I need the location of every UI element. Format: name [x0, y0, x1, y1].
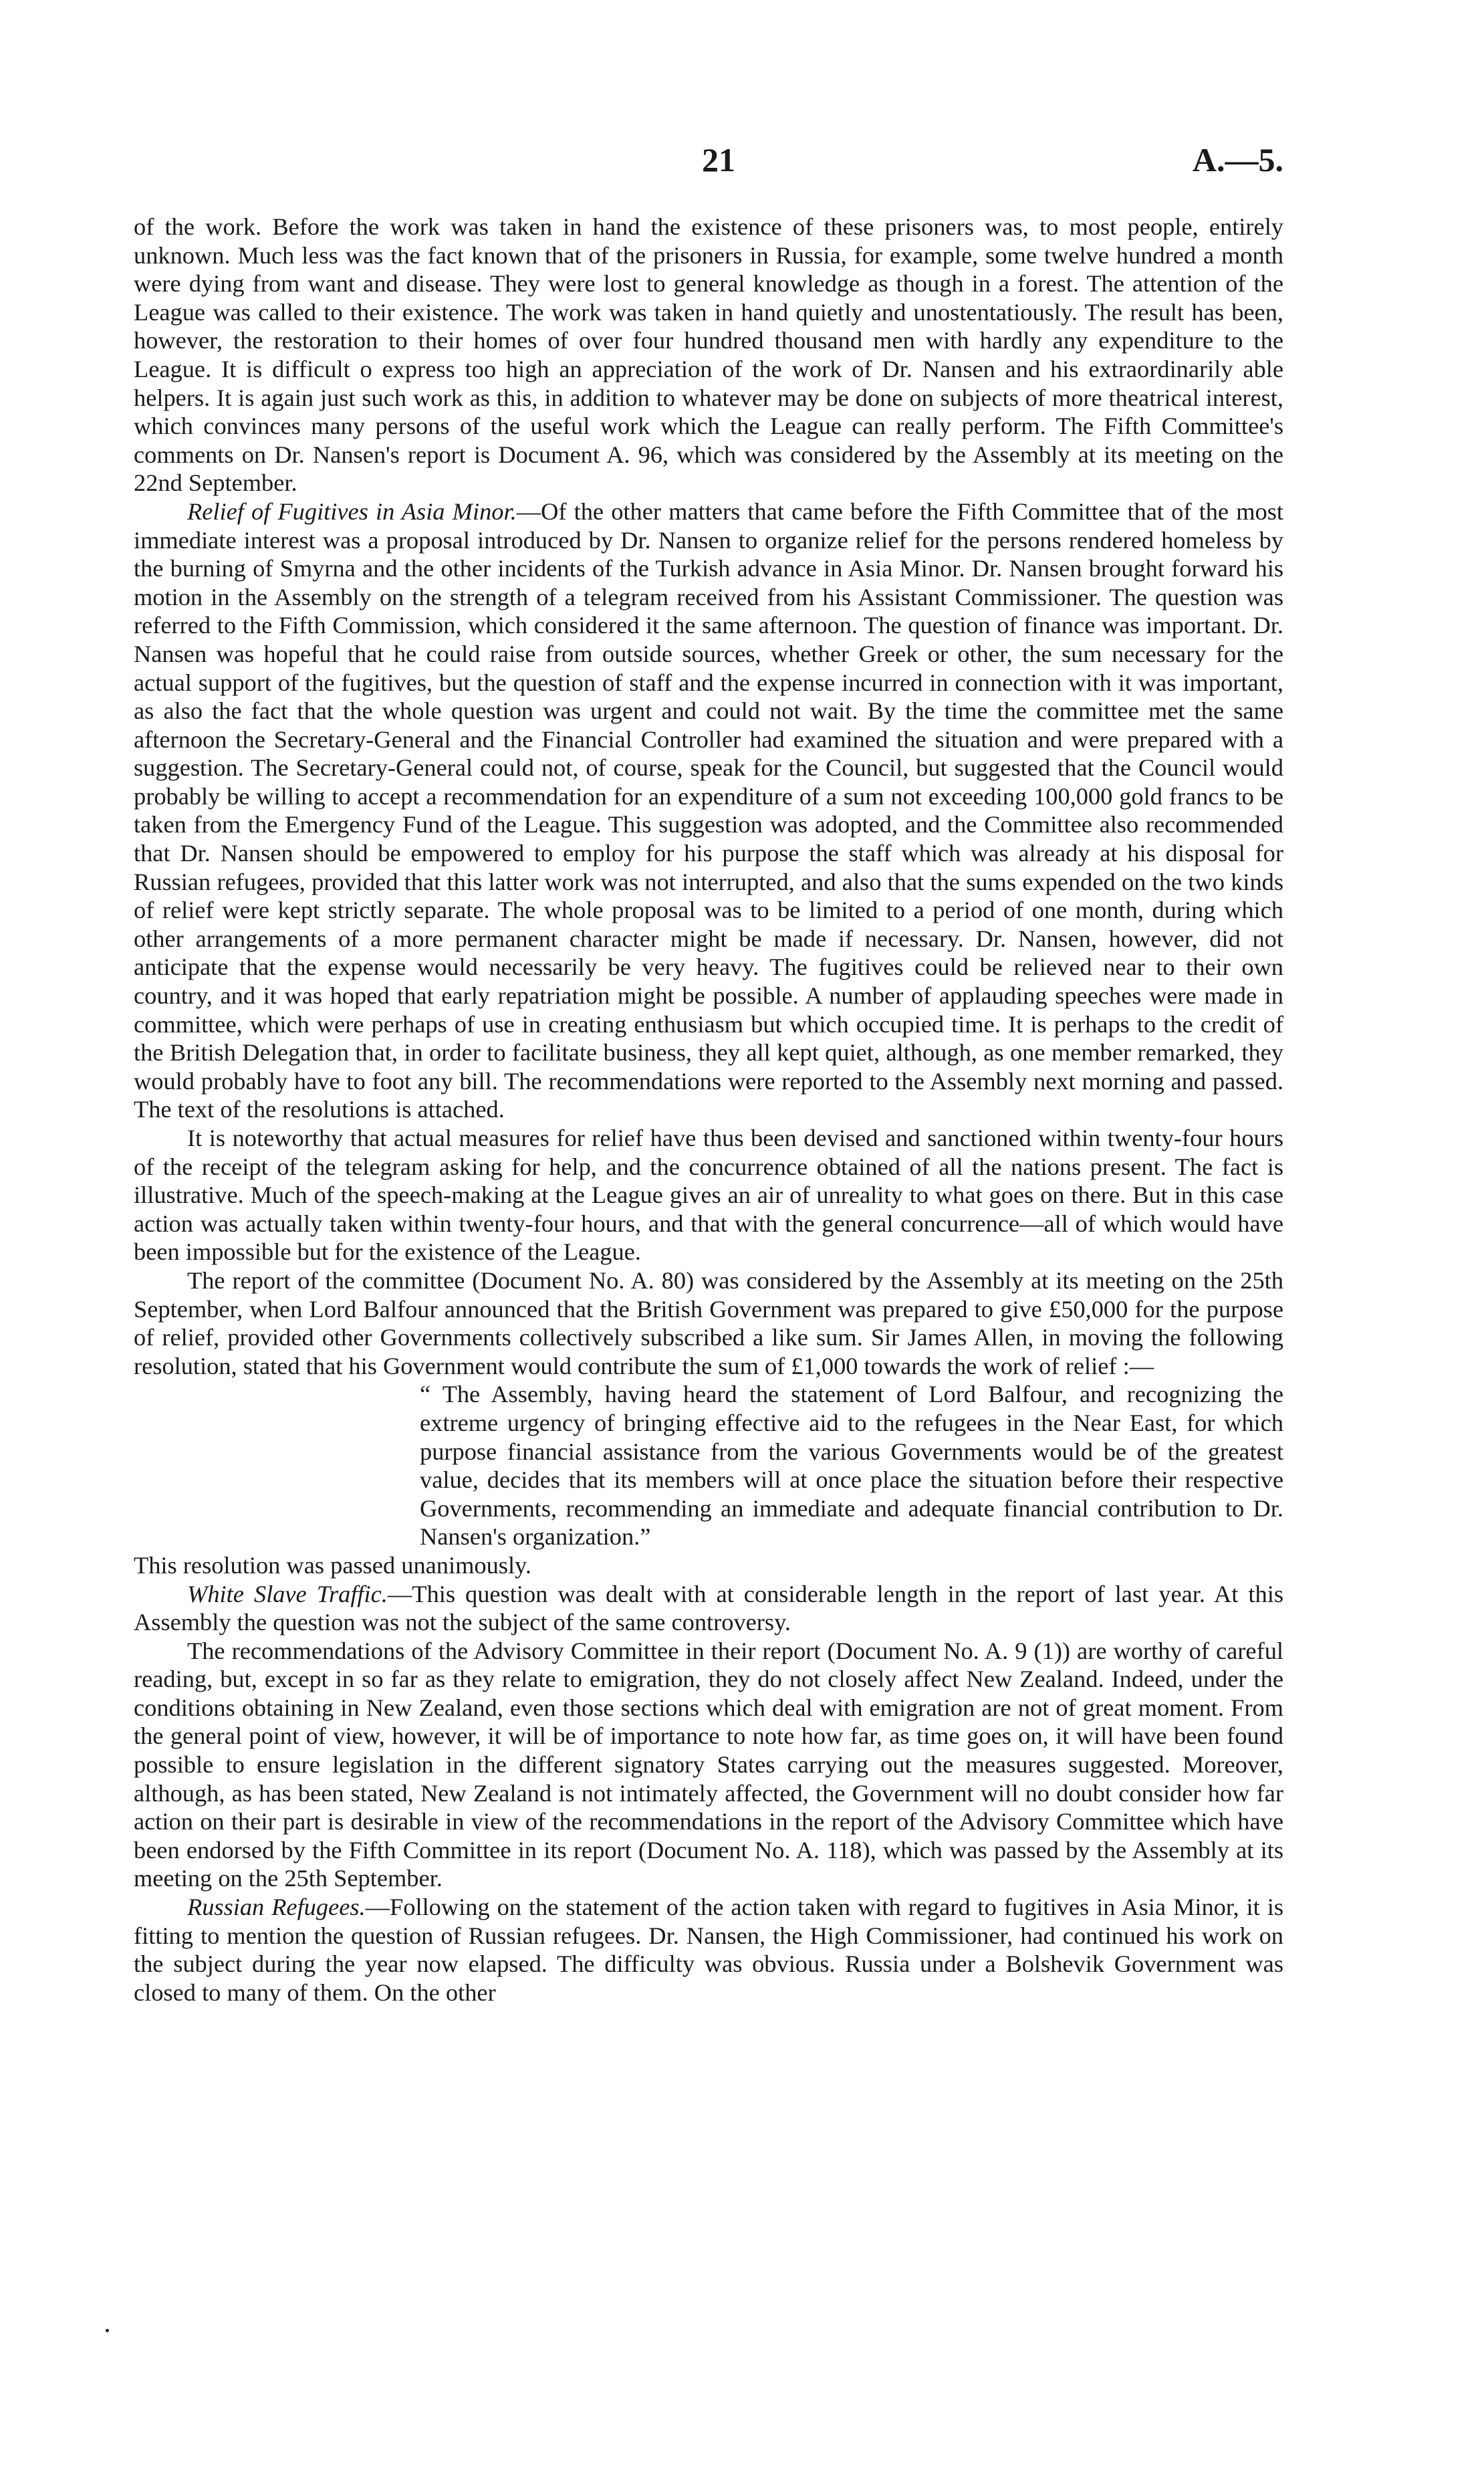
paragraph-russian-refugees-body: —Following on the statement of the action taken with regard to fugitives in Asia Minor, it is fitting to mention the question of Russian refugees. Dr. Nansen, the High Commissioner, had continued his work on the subject during the year now elapsed. The difficulty was obvious. Russia under a Bolshevik Government was closed to many of them. On the other: [134, 1894, 1283, 2006]
document-reference: A.—5.: [1192, 141, 1283, 179]
section-heading-russian-refugees: Russian Refugees.: [187, 1894, 366, 1921]
paragraph-prisoners-continued: of the work. Before the work was taken in hand the existence of these prisoners was, to most people, entirely unknown. Much less was the fact known that of the prisoners in Russia, for example, some twelve hundred a month were dying from want and disease. They were lost to general knowledge as though in a forest. The attention of the League was called to their existence. The work was taken in hand quietly and unostentatiously. The result has been, however, the restoration to their homes of over four hundred thousand men with hardly any expenditure to the League. It is difficult o express too high an appreciation of the work of Dr. Nansen and his extraordinarily able helpers. It is again just such work as this, in addition to whatever may be done on subjects of more theatrical interest, which convinces many persons of the useful work which the League can really perform. The Fifth Committee's comments on Dr. Nansen's report is Document A. 96, which was considered by the Assembly at its meeting on the 22nd September.: [134, 213, 1283, 497]
resolution-quote: [401, 1380, 1283, 1551]
resolution-quote-text: “ The Assembly, having heard the statement of Lord Balfour, and recognizing the extreme urgency of bringing effective aid to the refugees in the Near East, for which purpose financial assistance from the various Governments would be of the greatest value, decides that its members will at once place the situation before their respective Governments, recommending an immediate and adequate financial contribution to Dr. Nansen's organization.”: [420, 1381, 1283, 1551]
paragraph-relief-of-fugitives-body: —Of the other matters that came before the Fifth Committee that of the most immediate interest was a proposal introduced by Dr. Nansen to organize relief for the persons rendered homeless by the burning of Smyrna and the other incidents of the Turkish advance in Asia Minor. Dr. Nansen brought forward his motion in the Assembly on the strength of a telegram received from his Assistant Commissioner. The question was referred to the Fifth Commission, which considered it the same afternoon. The question of finance was important. Dr. Nansen was hopeful that he could raise from outside sources, whether Greek or other, the sum necessary for the actual support of the fugitives, but the question of staff and the expense incurred in connection with it was important, as also the fact that the whole question was urgent and could not wait. By the time the committee met the same afternoon the Secretary-General and the Financial Controller had examined the situation and were prepared with a suggestion. The Secretary-General could not, of course, speak for the Council, but suggested that the Council would probably be willing to accept a recommendation for an expenditure of a sum not exceeding 100,000 gold francs to be taken from the Emergency Fund of the League. This suggestion was adopted, and the Committee also recommended that Dr. Nansen should be empowered to employ for his purpose the staff which was already at his disposal for Russian refugees, provided that this latter work was not interrupted, and also that the sums expended on the two kinds of relief were kept strictly separate. The whole proposal was to be limited to a period of one month, during which other arrangements of a more permanent character might be made if necessary. Dr. Nansen, however, did not anticipate that the expense would necessarily be very heavy. The fugitives could be relieved near to their own country, and it was hoped that early repatriation might be possible. A number of applauding speeches were made in committee, which were perhaps of use in creating enthusiasm but which occupied time. It is perhaps to the credit of the British Delegation that, in order to facilitate business, they all kept quiet, although, as one member remarked, they would probably have to foot any bill. The recommendations were reported to the Assembly next morning and passed. The text of the resolutions is attached.: [134, 497, 1283, 1123]
margin-dot: [106, 2329, 109, 2332]
body-text: [134, 213, 1283, 2007]
paragraph-noteworthy: It is noteworthy that actual measures for relief have thus been devised and sanctioned within twenty-four hours of the receipt of the telegram asking for help, and the concurrence obtained of all the nations present. The fact is illustrative. Much of the speech-making at the League gives an air of unreality to what goes on there. But in this case action was actually taken within twenty-four hours, and that with the general concurrence—all of which would have been impossible but for the existence of the League.: [134, 1125, 1283, 1266]
page-header: [134, 140, 1283, 194]
page-number: 21: [702, 141, 735, 179]
paragraph-russian-refugees: [134, 1893, 1283, 2007]
section-heading-relief-of-fugitives: Relief of Fugitives in Asia Minor.: [187, 497, 517, 525]
paragraph-committee-report: The report of the committee (Document No. A. 80) was considered by the Assembly at its meeting on the 25th September, when Lord Balfour announced that the British Government was prepared to give £50,000 for the purpose of relief, provided other Governments collectively subscribed a like sum. Sir James Allen, in moving the following resolution, stated that his Government would contribute the sum of £1,000 towards the work of relief :—: [134, 1266, 1283, 1379]
paragraph-resolution-passed: This resolution was passed unanimously.: [134, 1551, 531, 1579]
paragraph-white-slave-traffic-body: —This question was dealt with at considerable length in the report of last year. At this Assembly the question was not the subject of the same controversy.: [134, 1580, 1283, 1636]
paragraph-advisory-committee: The recommendations of the Advisory Committee in their report (Document No. A. 9 (1)) are worthy of careful reading, but, except in so far as they relate to emigration, they do not closely affect New Zealand. Indeed, under the conditions obtaining in New Zealand, even those sections which deal with emigration are not of great moment. From the general point of view, however, it will be of importance to note how far, as time goes on, it will have been found possible to ensure legislation in the different signatory States carrying out the measures suggested. Moreover, although, as has been stated, New Zealand is not intimately affected, the Government will no doubt consider how far action on their part is desirable in view of the recommendations in the report of the Advisory Committee which have been endorsed by the Fifth Committee in its report (Document No. A. 118), which was passed by the Assembly at its meeting on the 25th September.: [134, 1637, 1283, 1892]
section-heading-white-slave-traffic: White Slave Traffic.: [187, 1580, 388, 1607]
paragraph-relief-of-fugitives: [134, 497, 1283, 1124]
paragraph-white-slave-traffic: [134, 1580, 1283, 1637]
